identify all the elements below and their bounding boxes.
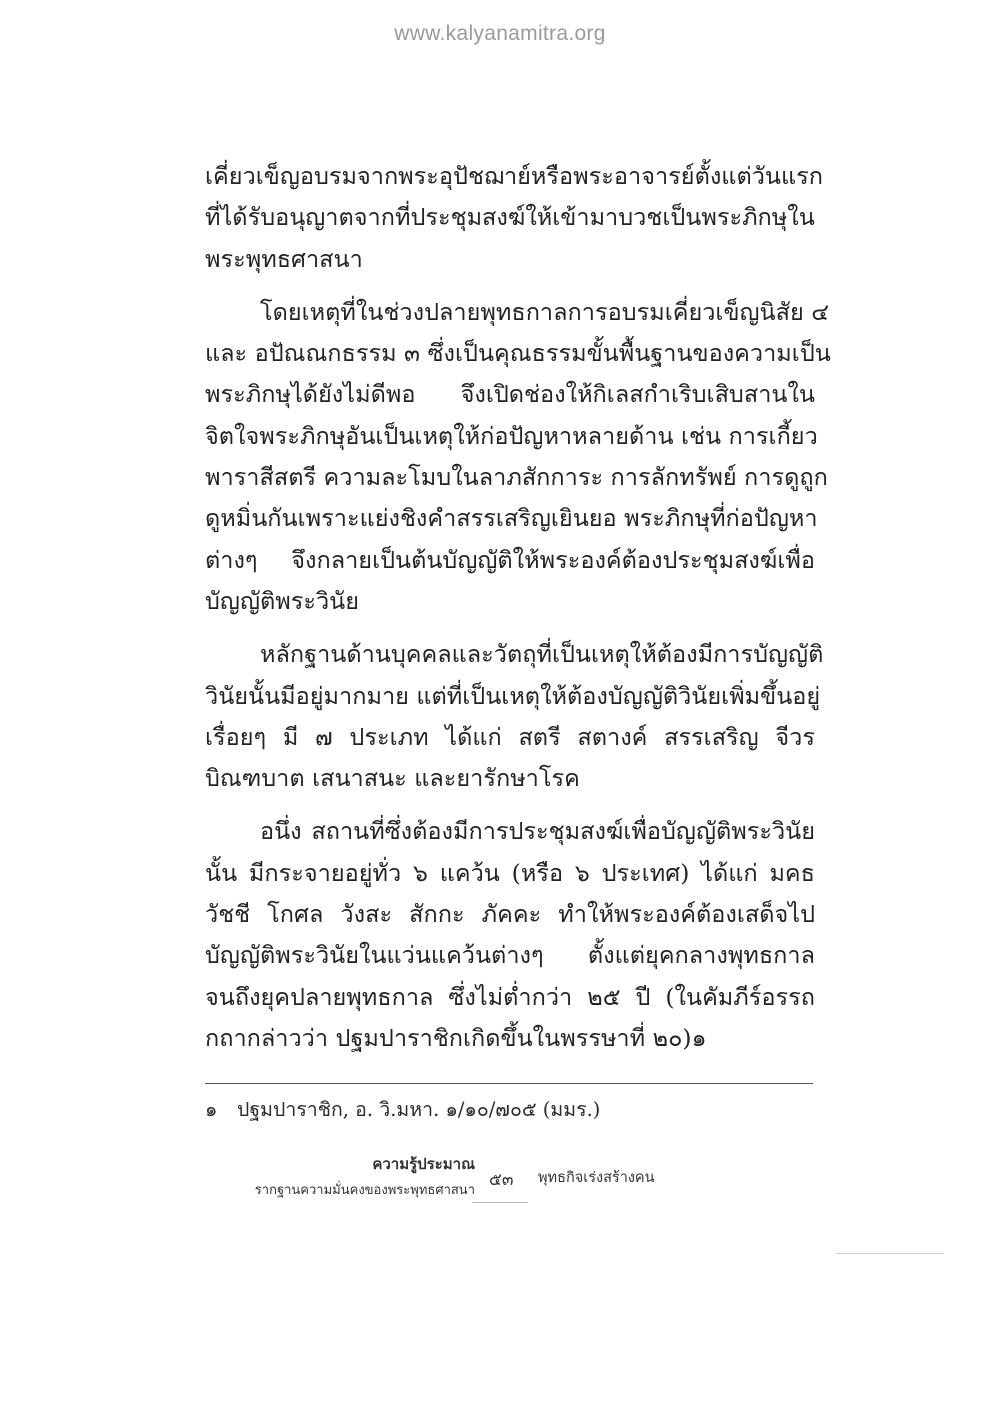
text-line: ที่ได้รับอนุญาตจากที่ประชุมสงฆ์ให้เข้ามาบวชเป็นพระภิกษุใน bbox=[205, 203, 815, 232]
text-line: โดยเหตุที่ในช่วงปลายพุทธกาลการอบรมเคี่ยวเข็ญนิสัย ๔ bbox=[260, 297, 829, 326]
text-line: พระพุทธศาสนา bbox=[205, 244, 363, 273]
scan-artifact-line bbox=[836, 1253, 944, 1254]
footer-ornament bbox=[472, 1202, 528, 1203]
paragraph-3 bbox=[205, 634, 824, 799]
text-line: หลักฐานด้านบุคคลและวัตถุที่เป็นเหตุให้ต้องมีการบัญญัติ bbox=[260, 640, 824, 669]
watermark-url: www.kalyanamitra.org bbox=[394, 22, 606, 45]
text-line: บิณฑบาต เสนาสนะ และยารักษาโรค bbox=[205, 764, 580, 793]
text-line: จิตใจพระภิกษุอันเป็นเหตุให้ก่อปัญหาหลายด้าน เช่น การเกี้ยว bbox=[205, 421, 818, 450]
paragraph-4 bbox=[205, 811, 815, 1059]
body-text bbox=[205, 156, 831, 1071]
text-line: ดูหมิ่นกันเพราะแย่งชิงคำสรรเสริญเยินยอ พระภิกษุที่ก่อปัญหา bbox=[205, 504, 818, 533]
text-line: บัญญัติพระวินัยในแว่นแคว้นต่างๆ ตั้งแต่ยุคกลางพุทธกาล bbox=[205, 941, 815, 970]
text-line: นั้น มีกระจายอยู่ทั่ว ๖ แคว้น (หรือ ๖ ประเทศ) ได้แก่ มคธ bbox=[205, 858, 815, 887]
text-line: อนึ่ง สถานที่ซึ่งต้องมีการประชุมสงฆ์เพื่อบัญญัติพระวินัย bbox=[260, 817, 815, 846]
footnote-divider bbox=[205, 1083, 813, 1084]
paragraph-1 bbox=[205, 156, 823, 280]
page-number: ๕๓ bbox=[489, 1170, 514, 1189]
paragraph-2 bbox=[205, 292, 831, 622]
footnote bbox=[205, 1094, 813, 1125]
text-line: บัญญัติพระวินัย bbox=[205, 586, 359, 615]
footer-series-title: พุทธกิจเร่งสร้างคน bbox=[538, 1170, 655, 1186]
footnote-text: ปฐมปาราชิก, อ. วิ.มหา. ๑/๑๐/๗๐๕ (มมร.) bbox=[237, 1098, 601, 1121]
page-footer bbox=[200, 1152, 760, 1212]
footer-book-subtitle: รากฐานความมั่นคงของพระพุทธศาสนา bbox=[254, 1182, 475, 1197]
footer-book-block bbox=[200, 1152, 475, 1200]
text-line: พาราสีสตรี ความละโมบในลาภสักการะ การลักทรัพย์ การดูถูก bbox=[205, 463, 828, 492]
text-line: ต่างๆ จึงกลายเป็นต้นบัญญัติให้พระองค์ต้องประชุมสงฆ์เพื่อ bbox=[205, 545, 815, 574]
footnote-number: ๑ bbox=[205, 1098, 218, 1121]
text-line: กถากล่าวว่า ปฐมปาราชิกเกิดขึ้นในพรรษาที่ ๒๐)๑ bbox=[205, 1023, 707, 1052]
text-line: เคี่ยวเข็ญอบรมจากพระอุปัชฌาย์หรือพระอาจารย์ตั้งแต่วันแรก bbox=[205, 162, 823, 190]
text-line: จนถึงยุคปลายพุทธกาล ซึ่งไม่ต่ำกว่า ๒๕ ปี (ในคัมภีร์อรรถ bbox=[205, 982, 815, 1011]
text-line: วินัยนั้นมีอยู่มากมาย แต่ที่เป็นเหตุให้ต้องบัญญัติวินัยเพิ่มขึ้นอยู่ bbox=[205, 681, 821, 710]
text-line: เรื่อยๆ มี ๗ ประเภท ได้แก่ สตรี สตางค์ สรรเสริญ จีวร bbox=[205, 722, 815, 751]
text-line: วัชชี โกศล วังสะ สักกะ ภัคคะ ทำให้พระองค์ต้องเสด็จไป bbox=[205, 900, 815, 929]
text-line: พระภิกษุได้ยังไม่ดีพอ จึงเปิดช่องให้กิเลสกำเริบเสิบสานใน bbox=[205, 380, 815, 409]
text-line: และ อปัณณกธรรม ๓ ซึ่งเป็นคุณธรรมขั้นพื้นฐานของความเป็น bbox=[205, 339, 831, 368]
footer-book-title: ความรู้ประมาณ bbox=[372, 1156, 475, 1173]
